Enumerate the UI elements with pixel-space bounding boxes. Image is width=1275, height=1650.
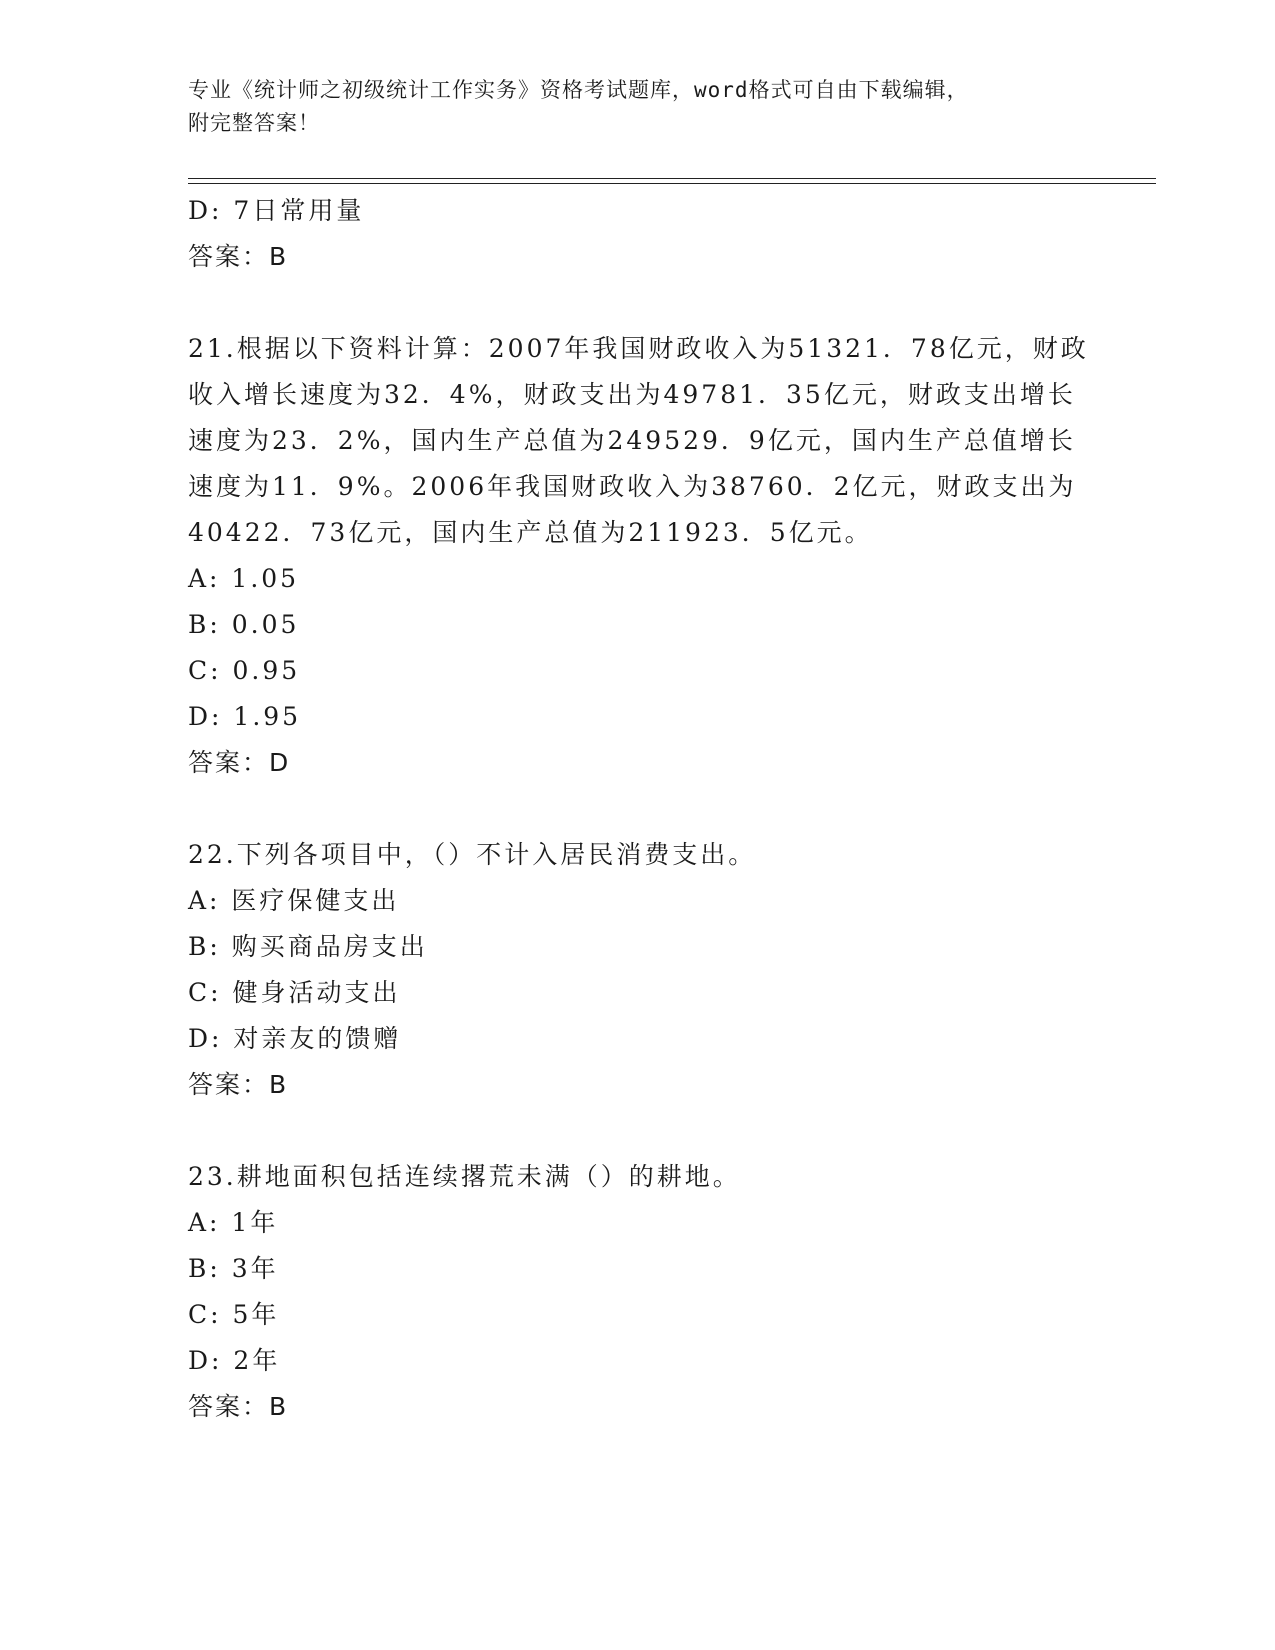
option-d: D: 7日常用量: [188, 196, 365, 225]
question-22: [188, 832, 1088, 1108]
option-b: B: 购买商品房支出: [188, 932, 428, 961]
question-stem-line: 40422．73亿元，国内生产总值为211923．5亿元。: [188, 518, 873, 547]
question-21: [188, 326, 1088, 786]
question-stem-line: 22.下列各项目中，（）不计入居民消费支出。: [188, 840, 757, 869]
option-b: B: 3年: [188, 1254, 279, 1283]
option-a: A: 1年: [188, 1208, 279, 1237]
answer-label: 答案：B: [188, 242, 289, 271]
answer-label: 答案：B: [188, 1070, 289, 1099]
option-c: C: 0.95: [188, 656, 301, 685]
answer-label: 答案：B: [188, 1392, 289, 1421]
question-20-tail: [188, 188, 1088, 280]
header-divider-bottom: [188, 183, 1156, 184]
header-line-2: 附完整答案！: [188, 111, 320, 135]
question-stem-line: 21.根据以下资料计算：2007年我国财政收入为51321．78亿元，财政: [188, 334, 1089, 363]
option-b: B: 0.05: [188, 610, 300, 639]
question-stem-line: 速度为23．2%，国内生产总值为249529．9亿元，国内生产总值增长: [188, 426, 1076, 455]
option-d: D: 1.95: [188, 702, 302, 731]
option-d: D: 对亲友的馈赠: [188, 1024, 402, 1053]
question-list: [188, 188, 1088, 1430]
option-a: A: 1.05: [188, 564, 300, 593]
spacer: [188, 1108, 1088, 1154]
document-header: [188, 74, 1088, 140]
option-a: A: 医疗保健支出: [188, 886, 400, 915]
header-line-1: 专业《统计师之初级统计工作实务》资格考试题库，word格式可自由下载编辑，: [188, 78, 969, 102]
option-c: C: 5年: [188, 1300, 280, 1329]
option-c: C: 健身活动支出: [188, 978, 401, 1007]
question-stem-line: 23.耕地面积包括连续撂荒未满（）的耕地。: [188, 1162, 741, 1191]
question-stem-line: 收入增长速度为32．4%，财政支出为49781．35亿元，财政支出增长: [188, 380, 1076, 409]
header-divider-top: [188, 178, 1156, 179]
spacer: [188, 786, 1088, 832]
question-23: [188, 1154, 1088, 1430]
option-d: D: 2年: [188, 1346, 281, 1375]
answer-label: 答案：D: [188, 748, 291, 777]
spacer: [188, 280, 1088, 326]
question-stem-line: 速度为11．9%。2006年我国财政收入为38760．2亿元，财政支出为: [188, 472, 1077, 501]
